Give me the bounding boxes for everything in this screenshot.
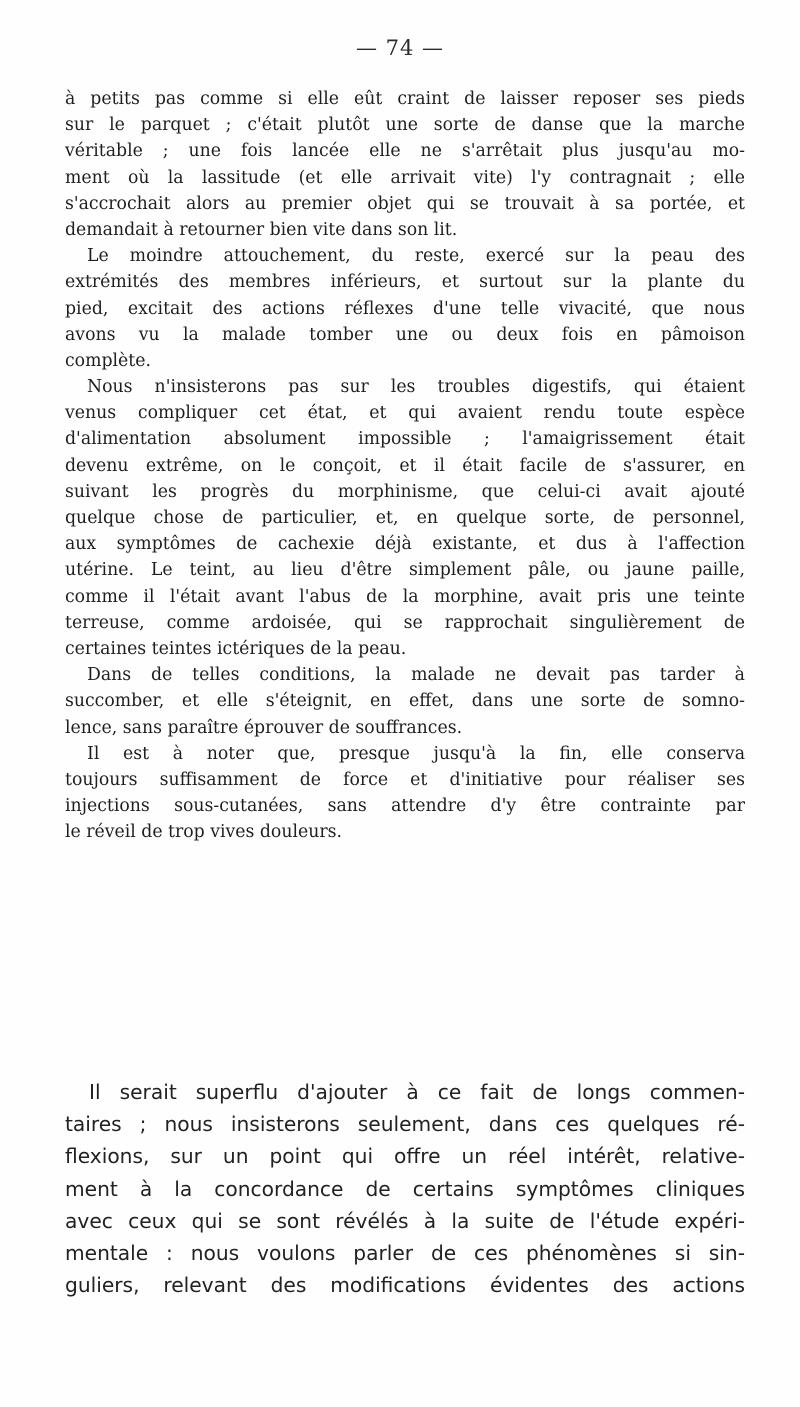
text-line: succomber, et elle s'éteignit, en effet, dans une sorte de somno- — [65, 691, 745, 712]
text-line: demandait à retourner bien vite dans son lit. — [65, 219, 458, 240]
text-line: complète. — [65, 350, 151, 371]
text-line: utérine. Le teint, au lieu d'être simplement pâle, ou jaune paille, — [65, 560, 745, 581]
text-line: d'alimentation absolument impossible ; l'amaigrissement était — [65, 429, 745, 450]
text-line: extrémités des membres inférieurs, et surtout sur la plante du — [65, 272, 745, 293]
text-line: terreuse, comme ardoisée, qui se rapprochait singulièrement de — [65, 612, 745, 633]
text-line: Il serait superflu d'ajouter à ce fait de longs commen- — [89, 1080, 745, 1104]
text-line: Il est à noter que, presque jusqu'à la fin, elle conserva — [87, 743, 745, 764]
text-line: Dans de telles conditions, la malade ne devait pas tarder à — [87, 665, 745, 686]
text-line: avons vu la malade tomber une ou deux fois en pâmoison — [65, 324, 745, 345]
text-line: ment à la concordance de certains symptômes cliniques — [65, 1176, 745, 1201]
page-number: — 74 — — [355, 36, 445, 60]
text-line: Nous n'insisterons pas sur les troubles digestifs, qui étaient — [87, 377, 745, 398]
text-line: avec ceux qui se sont révélés à la suite de l'étude expéri- — [65, 1208, 745, 1233]
text-block-small — [65, 86, 745, 845]
text-line: suivant les progrès du morphinisme, que celui-ci avait ajouté — [65, 481, 745, 502]
text-line: lence, sans paraître éprouver de souffrances. — [65, 717, 463, 738]
text-line: ment où la lassitude (et elle arrivait vite) l'y contragnait ; elle — [65, 167, 745, 188]
text-line: le réveil de trop vives douleurs. — [65, 822, 342, 843]
text-block-large — [65, 1076, 745, 1301]
text-line: véritable ; une fois lancée elle ne s'arrêtait plus jusqu'au mo- — [65, 141, 745, 162]
text-line: guliers, relevant des modifications évidentes des actions — [65, 1273, 745, 1298]
text-line: taires ; nous insisterons seulement, dans ces quelques ré- — [65, 1112, 745, 1137]
text-line: venus compliquer cet état, et qui avaient rendu toute espèce — [65, 403, 745, 424]
text-line: quelque chose de particulier, et, en quelque sorte, de personnel, — [65, 508, 745, 528]
text-line: flexions, sur un point qui offre un réel intérêt, relative- — [65, 1144, 745, 1169]
text-line: mentale : nous voulons parler de ces phénomènes si sin- — [65, 1240, 745, 1265]
text-line: comme il l'était avant l'abus de la morphine, avait pris une teinte — [65, 586, 745, 607]
text-line: sur le parquet ; c'était plutôt une sorte de danse que la marche — [65, 115, 745, 136]
text-line: aux symptômes de cachexie déjà existante, et dus à l'affection — [65, 534, 745, 555]
text-line: toujours suffisamment de force et d'initiative pour réaliser ses — [65, 769, 745, 790]
text-line: s'accrochait alors au premier objet qui se trouvait à sa portée, et — [65, 193, 745, 214]
text-line: Le moindre attouchement, du reste, exercé sur la peau des — [87, 246, 745, 267]
text-line: injections sous-cutanées, sans attendre d'y être contrainte par — [65, 796, 745, 817]
text-line: pied, excitait des actions réflexes d'une telle vivacité, que nous — [65, 298, 745, 319]
text-line: devenu extrême, on le conçoit, et il était facile de s'assurer, en — [65, 455, 745, 476]
text-line: certaines teintes ictériques de la peau. — [65, 638, 407, 659]
text-line: à petits pas comme si elle eût craint de laisser reposer ses pieds — [65, 89, 745, 109]
